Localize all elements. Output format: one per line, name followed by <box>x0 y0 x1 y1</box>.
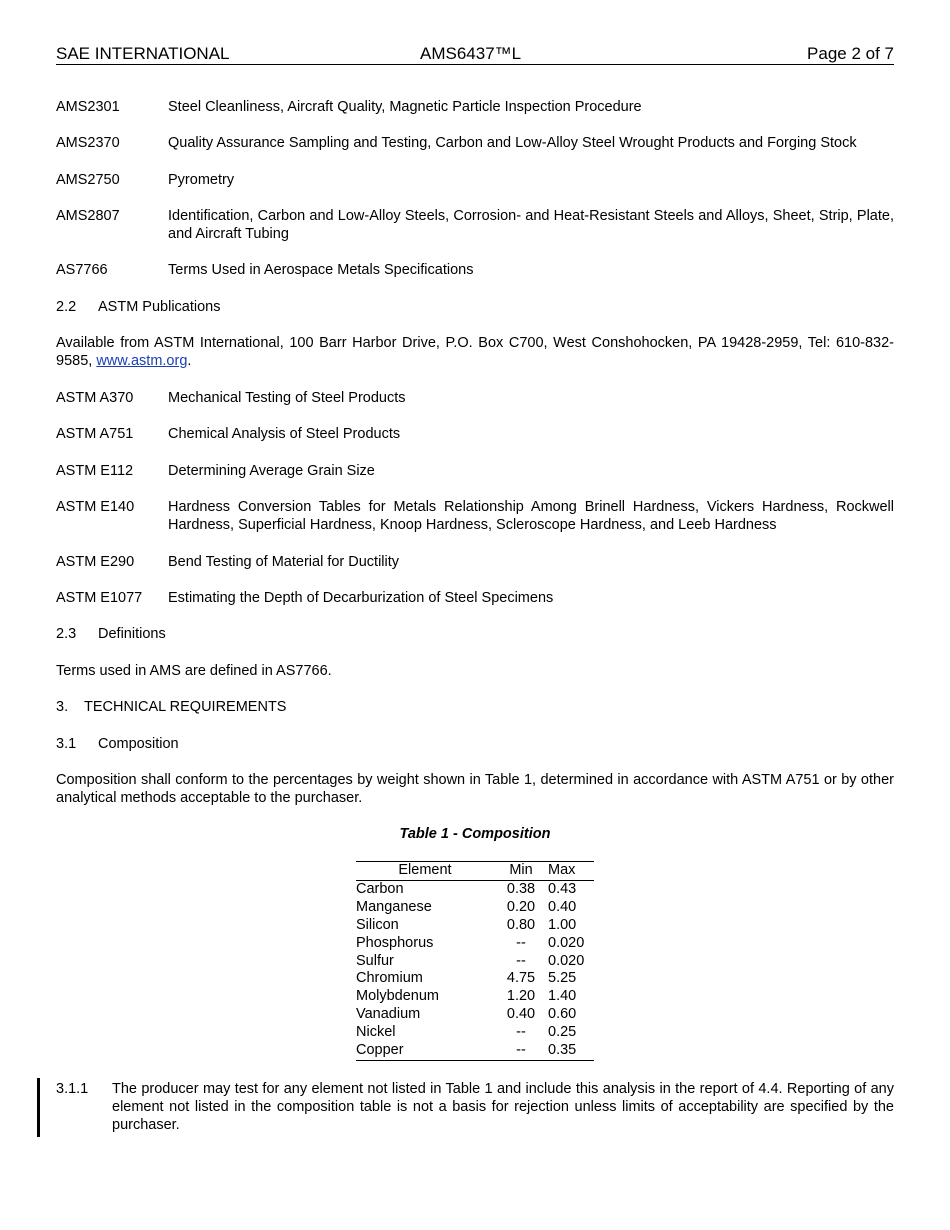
max-cell: 0.35 <box>548 1042 594 1060</box>
subsection-text: The producer may test for any element not listed in Table 1 and include this analysis in the report of 4.4. Reporting of any element not listed in the composition table is not a basis for rejection unless limits of acceptability are specified by the purchaser. <box>112 1081 894 1133</box>
reference-item <box>56 98 894 116</box>
element-cell: Chromium <box>356 970 423 987</box>
table-caption: Table 1 - Composition <box>399 826 551 842</box>
min-cell: 0.20 <box>506 898 536 915</box>
table-row <box>356 1006 594 1024</box>
element-cell: Carbon <box>356 880 404 897</box>
change-bar <box>37 1078 40 1137</box>
column-header-max: Max <box>548 862 594 881</box>
table-row <box>356 917 594 935</box>
astm-website-link[interactable]: www.astm.org <box>96 353 188 369</box>
table-row <box>356 935 594 953</box>
section-number: 2.3 <box>56 626 77 642</box>
reference-item <box>56 553 894 571</box>
element-cell: Phosphorus <box>356 934 434 951</box>
section-title: ASTM Publications <box>98 299 221 315</box>
table-row <box>356 899 594 917</box>
reference-title: Hardness Conversion Tables for Metals Relationship Among Brinell Hardness, Vickers Hardness, Rockwell Hardness, Superficial Hardness, Knoop Hardness, Scleroscope Hardness, and Leeb Hardness <box>168 499 894 533</box>
reference-item <box>56 462 894 480</box>
max-cell: 0.60 <box>548 1006 577 1023</box>
column-header-min: Min <box>494 862 548 881</box>
reference-title: Determining Average Grain Size <box>168 463 375 479</box>
section-heading-2-2 <box>56 298 894 316</box>
min-cell: 0.80 <box>506 916 536 933</box>
reference-code: ASTM E1077 <box>56 590 143 606</box>
reference-item <box>56 171 894 189</box>
subsection-number: 3.1.1 <box>56 1081 89 1097</box>
reference-item <box>56 134 894 152</box>
subsection-3-1-1 <box>56 1080 894 1134</box>
page-header <box>56 44 894 65</box>
reference-item <box>56 498 894 534</box>
reference-item <box>56 207 894 243</box>
reference-item <box>56 589 894 607</box>
min-cell: 0.38 <box>506 880 536 897</box>
section-title: Composition <box>98 736 179 752</box>
table-row <box>356 970 594 988</box>
astm-availability-paragraph <box>56 334 894 370</box>
min-cell: -- <box>516 952 526 969</box>
table-row <box>356 1024 594 1042</box>
reference-title: Bend Testing of Material for Ductility <box>168 554 400 570</box>
reference-title: Mechanical Testing of Steel Products <box>168 390 406 406</box>
reference-code: ASTM E140 <box>56 499 135 515</box>
max-cell: 1.00 <box>548 916 577 933</box>
reference-title: Quality Assurance Sampling and Testing, Carbon and Low-Alloy Steel Wrought Products and Forging Stock <box>168 135 857 151</box>
reference-title: Steel Cleanliness, Aircraft Quality, Magnetic Particle Inspection Procedure <box>168 99 642 115</box>
reference-code: ASTM E290 <box>56 554 135 570</box>
section-heading-2-3 <box>56 625 894 643</box>
max-cell: 0.020 <box>548 934 585 951</box>
table-row <box>356 953 594 971</box>
element-cell: Copper <box>356 1042 494 1060</box>
min-cell: -- <box>494 1042 548 1060</box>
reference-item <box>56 389 894 407</box>
min-cell: 0.40 <box>506 1006 536 1023</box>
section-number: 2.2 <box>56 299 77 315</box>
element-cell: Nickel <box>356 1024 396 1041</box>
reference-title: Identification, Carbon and Low-Alloy Steels, Corrosion- and Heat-Resistant Steels and Alloys, Sheet, Strip, Plate, and Aircraft Tubing <box>168 208 894 242</box>
element-cell: Manganese <box>356 898 432 915</box>
max-cell: 1.40 <box>548 988 577 1005</box>
reference-code: AS7766 <box>56 262 108 278</box>
table-row <box>356 880 594 898</box>
reference-code: ASTM A751 <box>56 426 134 442</box>
min-cell: 4.75 <box>506 970 536 987</box>
section-heading-3-1 <box>56 735 894 753</box>
element-cell: Silicon <box>356 916 399 933</box>
reference-code: ASTM E112 <box>56 463 134 479</box>
table-header-row <box>356 862 594 881</box>
max-cell: 0.020 <box>548 952 585 969</box>
max-cell: 0.43 <box>548 880 577 897</box>
element-cell: Sulfur <box>356 952 394 969</box>
section-heading-3 <box>56 698 894 716</box>
max-cell: 0.25 <box>548 1024 577 1041</box>
composition-table <box>356 861 594 1061</box>
definitions-paragraph: Terms used in AMS are defined in AS7766. <box>56 663 332 679</box>
astm-availability-end: . <box>187 353 192 369</box>
reference-title: Estimating the Depth of Decarburization of Steel Specimens <box>168 590 554 606</box>
reference-code: AMS2750 <box>56 172 120 188</box>
header-page-number: Page 2 of 7 <box>807 44 894 63</box>
table-row <box>356 1042 594 1060</box>
section-title: Definitions <box>98 626 166 642</box>
reference-code: AMS2370 <box>56 135 120 151</box>
header-org: SAE INTERNATIONAL <box>56 44 230 63</box>
reference-code: AMS2301 <box>56 99 120 115</box>
composition-paragraph: Composition shall conform to the percentages by weight shown in Table 1, determined in accordance with ASTM A751 or by other analytical methods acceptable to the purchaser. <box>56 772 894 806</box>
section-title: TECHNICAL REQUIREMENTS <box>84 699 287 715</box>
section-number: 3.1 <box>56 736 77 752</box>
header-doc-number: AMS6437™L <box>420 44 522 63</box>
table-row <box>356 988 594 1006</box>
reference-title: Pyrometry <box>168 172 235 188</box>
max-cell: 5.25 <box>548 970 577 987</box>
max-cell: 0.40 <box>548 898 577 915</box>
min-cell: 1.20 <box>506 988 536 1005</box>
reference-item <box>56 261 894 279</box>
min-cell: -- <box>516 1024 526 1041</box>
reference-code: ASTM A370 <box>56 390 134 406</box>
element-cell: Molybdenum <box>356 988 440 1005</box>
astm-availability-text: Available from ASTM International, 100 Barr Harbor Drive, P.O. Box C700, West Conshohocken, PA 19428-2959, Tel: 610-832-9585, <box>56 335 894 369</box>
section-number: 3. <box>56 699 69 715</box>
reference-title: Terms Used in Aerospace Metals Specifications <box>168 262 474 278</box>
reference-title: Chemical Analysis of Steel Products <box>168 426 401 442</box>
reference-code: AMS2807 <box>56 208 120 224</box>
column-header-element: Element <box>356 862 494 881</box>
min-cell: -- <box>516 934 526 951</box>
reference-item <box>56 425 894 443</box>
element-cell: Vanadium <box>356 1006 421 1023</box>
